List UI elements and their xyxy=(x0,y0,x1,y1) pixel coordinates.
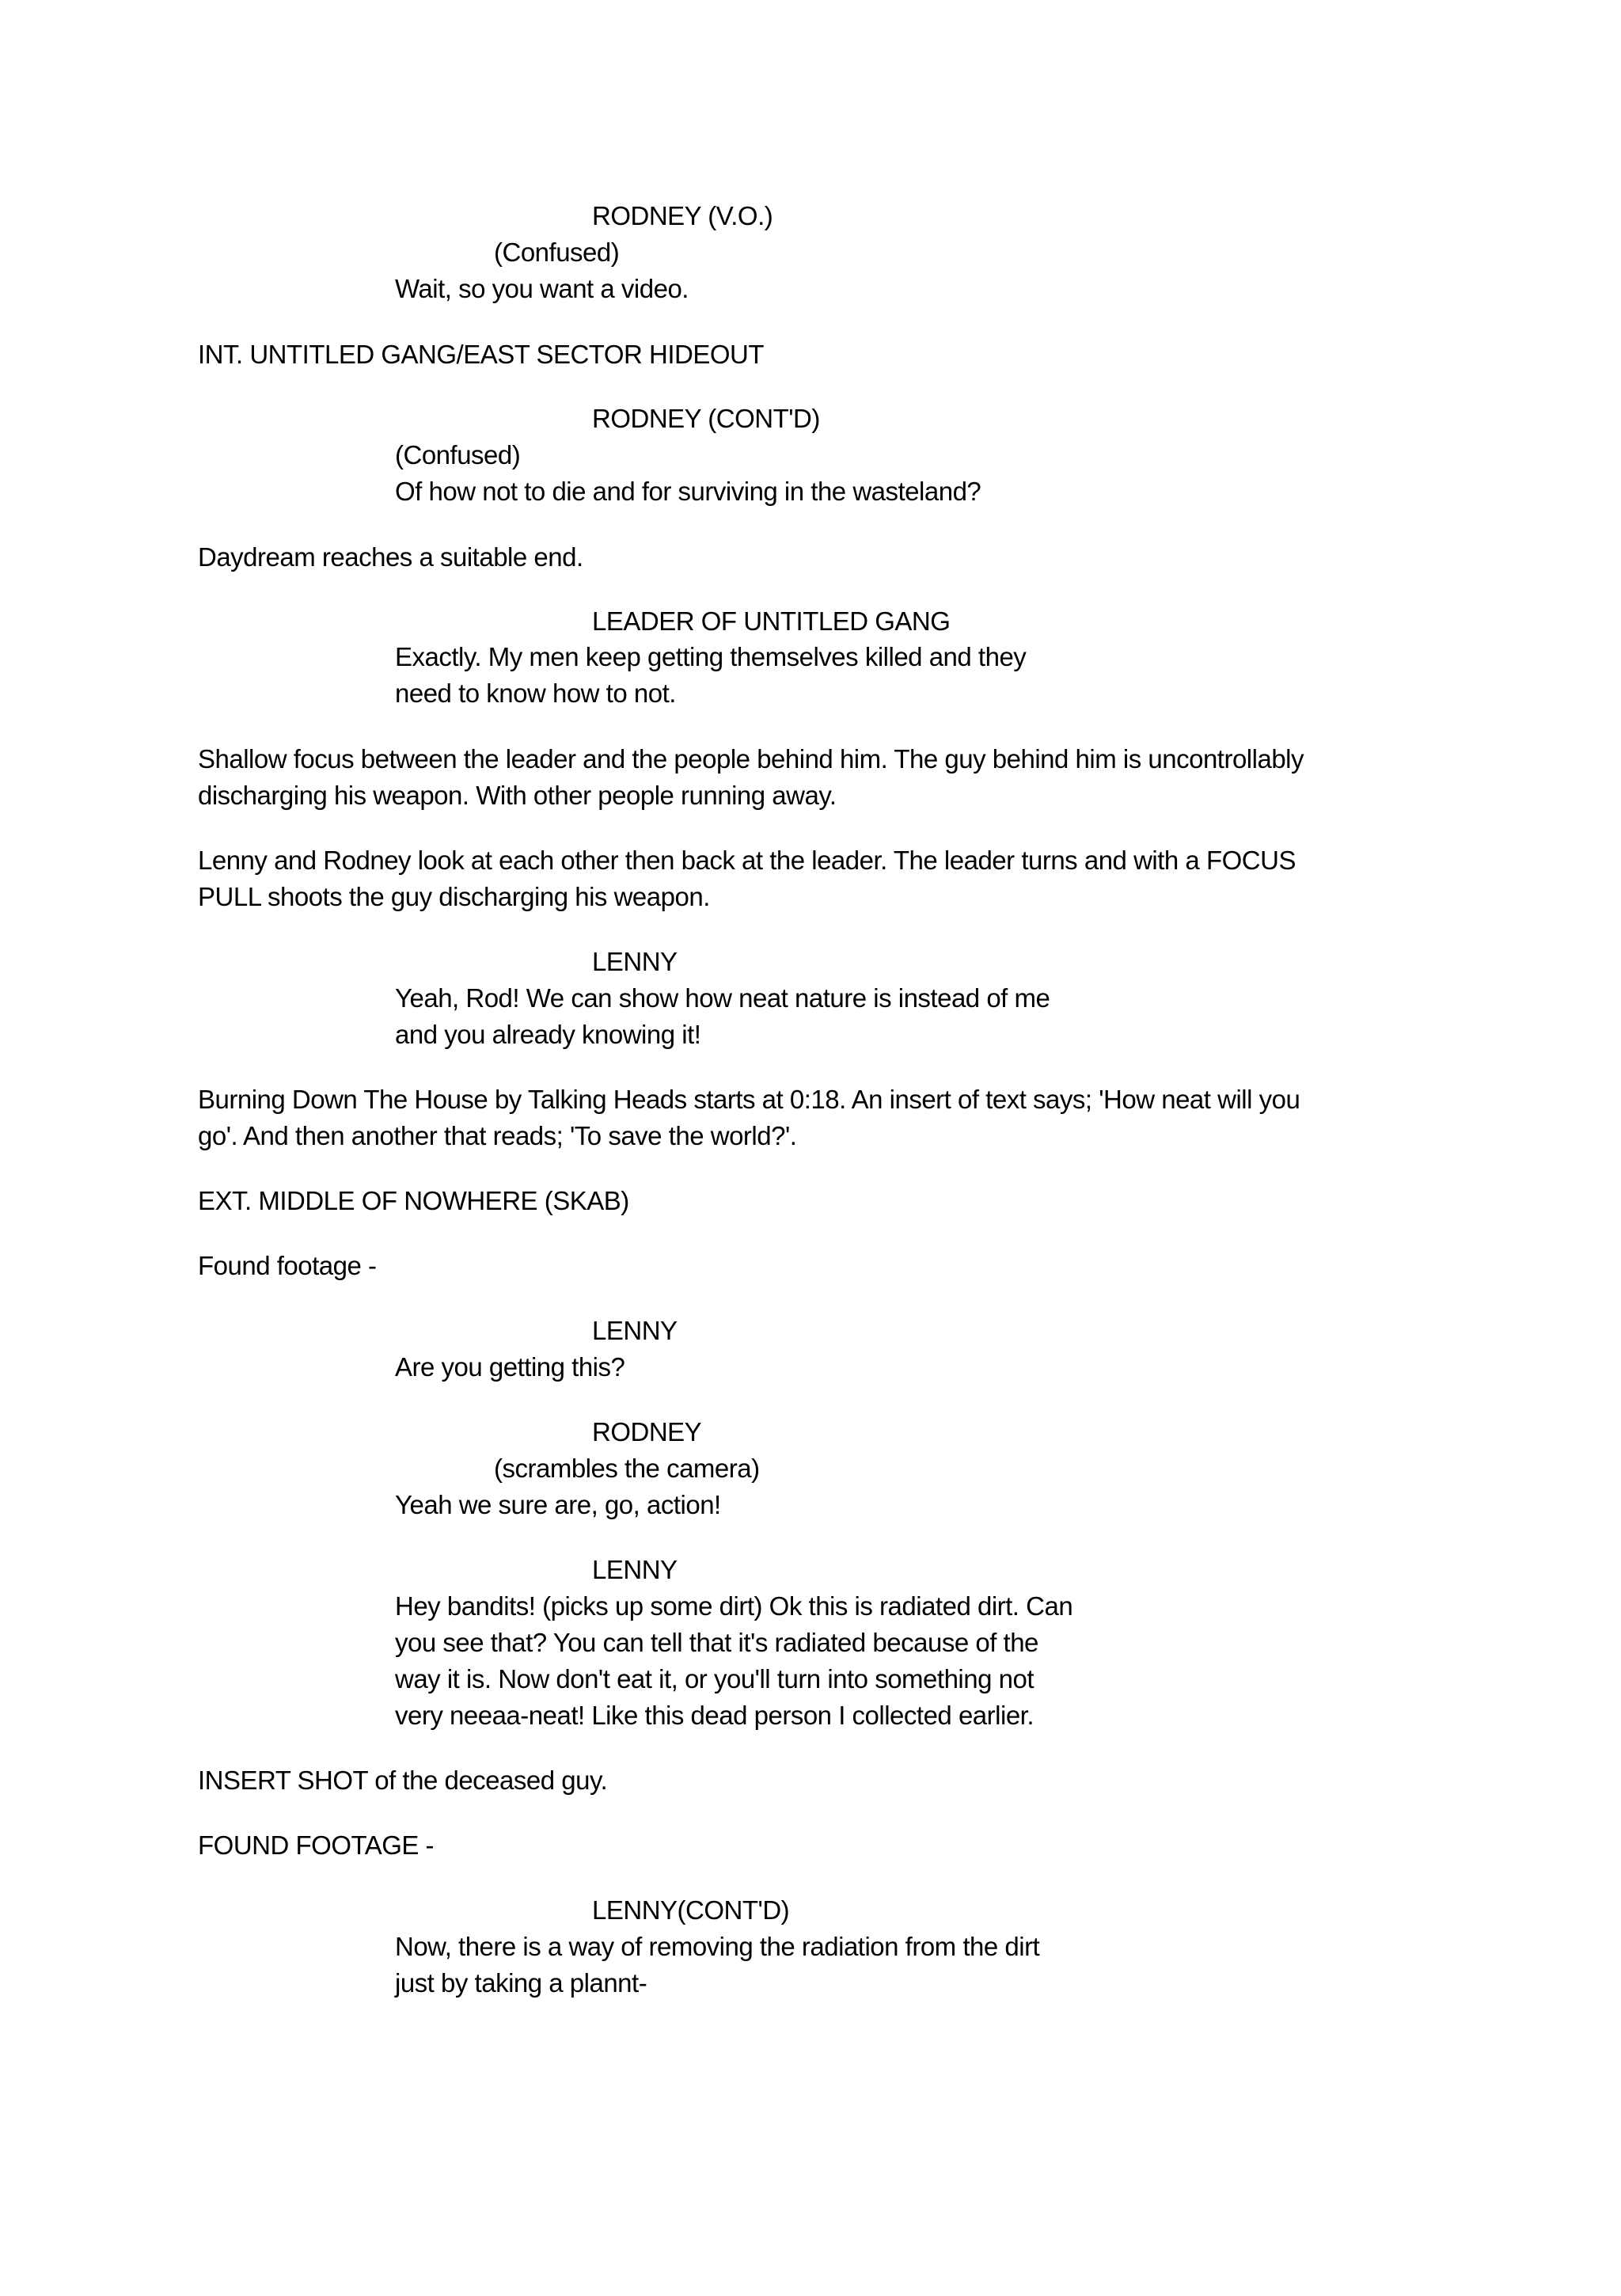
character-name: LENNY xyxy=(592,947,678,976)
action-line: Burning Down The House by Talking Heads starts at 0:18. An insert of text says; 'How neat will you xyxy=(198,1085,1300,1114)
action-line: Lenny and Rodney look at each other then back at the leader. The leader turns and with a FOCUS xyxy=(198,846,1296,875)
action-line: INSERT SHOT of the deceased guy. xyxy=(198,1766,608,1795)
dialogue-line: Now, there is a way of removing the radiation from the dirt xyxy=(395,1932,1040,1961)
action-line: go'. And then another that reads; 'To save the world?'. xyxy=(198,1121,797,1150)
scene-heading: INT. UNTITLED GANG/EAST SECTOR HIDEOUT xyxy=(198,340,765,369)
dialogue-line: and you already knowing it! xyxy=(395,1020,701,1049)
dialogue-line: just by taking a plannt- xyxy=(395,1968,647,1998)
character-name: RODNEY xyxy=(592,1417,702,1446)
dialogue-line: Are you getting this? xyxy=(395,1352,625,1382)
dialogue-line: you see that? You can tell that it's radiated because of the xyxy=(395,1628,1038,1657)
scene-heading: EXT. MIDDLE OF NOWHERE (SKAB) xyxy=(198,1186,629,1215)
action-line: Daydream reaches a suitable end. xyxy=(198,542,583,572)
dialogue-line: Of how not to die and for surviving in the wasteland? xyxy=(395,477,981,506)
character-name: RODNEY (CONT'D) xyxy=(592,404,820,433)
action-line: discharging his weapon. With other people running away. xyxy=(198,781,837,810)
character-name: LENNY(CONT'D) xyxy=(592,1895,790,1925)
character-name: RODNEY (V.O.) xyxy=(592,201,773,230)
action-line: Found footage - xyxy=(198,1251,377,1280)
action-line: PULL shoots the guy discharging his weapon. xyxy=(198,882,710,911)
parenthetical: (Confused) xyxy=(494,238,620,267)
dialogue-line: need to know how to not. xyxy=(395,679,676,708)
character-name: LENNY xyxy=(592,1555,678,1584)
action-line: Shallow focus between the leader and the people behind him. The guy behind him is uncontrollably xyxy=(198,744,1304,774)
action-line: FOUND FOOTAGE - xyxy=(198,1830,435,1860)
character-name: LENNY xyxy=(592,1316,678,1345)
dialogue-line: Yeah we sure are, go, action! xyxy=(395,1490,721,1519)
parenthetical: (Confused) xyxy=(395,440,521,469)
dialogue-line: way it is. Now don't eat it, or you'll turn into something not xyxy=(395,1664,1034,1693)
dialogue-line: very neeaa-neat! Like this dead person I collected earlier. xyxy=(395,1701,1034,1730)
dialogue-line: Yeah, Rod! We can show how neat nature is instead of me xyxy=(395,983,1050,1013)
parenthetical: (scrambles the camera) xyxy=(494,1454,760,1483)
dialogue-line: Hey bandits! (picks up some dirt) Ok this is radiated dirt. Can xyxy=(395,1591,1073,1621)
dialogue-line: Wait, so you want a video. xyxy=(395,274,689,303)
dialogue-line: Exactly. My men keep getting themselves killed and they xyxy=(395,642,1027,671)
character-name: LEADER OF UNTITLED GANG xyxy=(592,606,951,636)
